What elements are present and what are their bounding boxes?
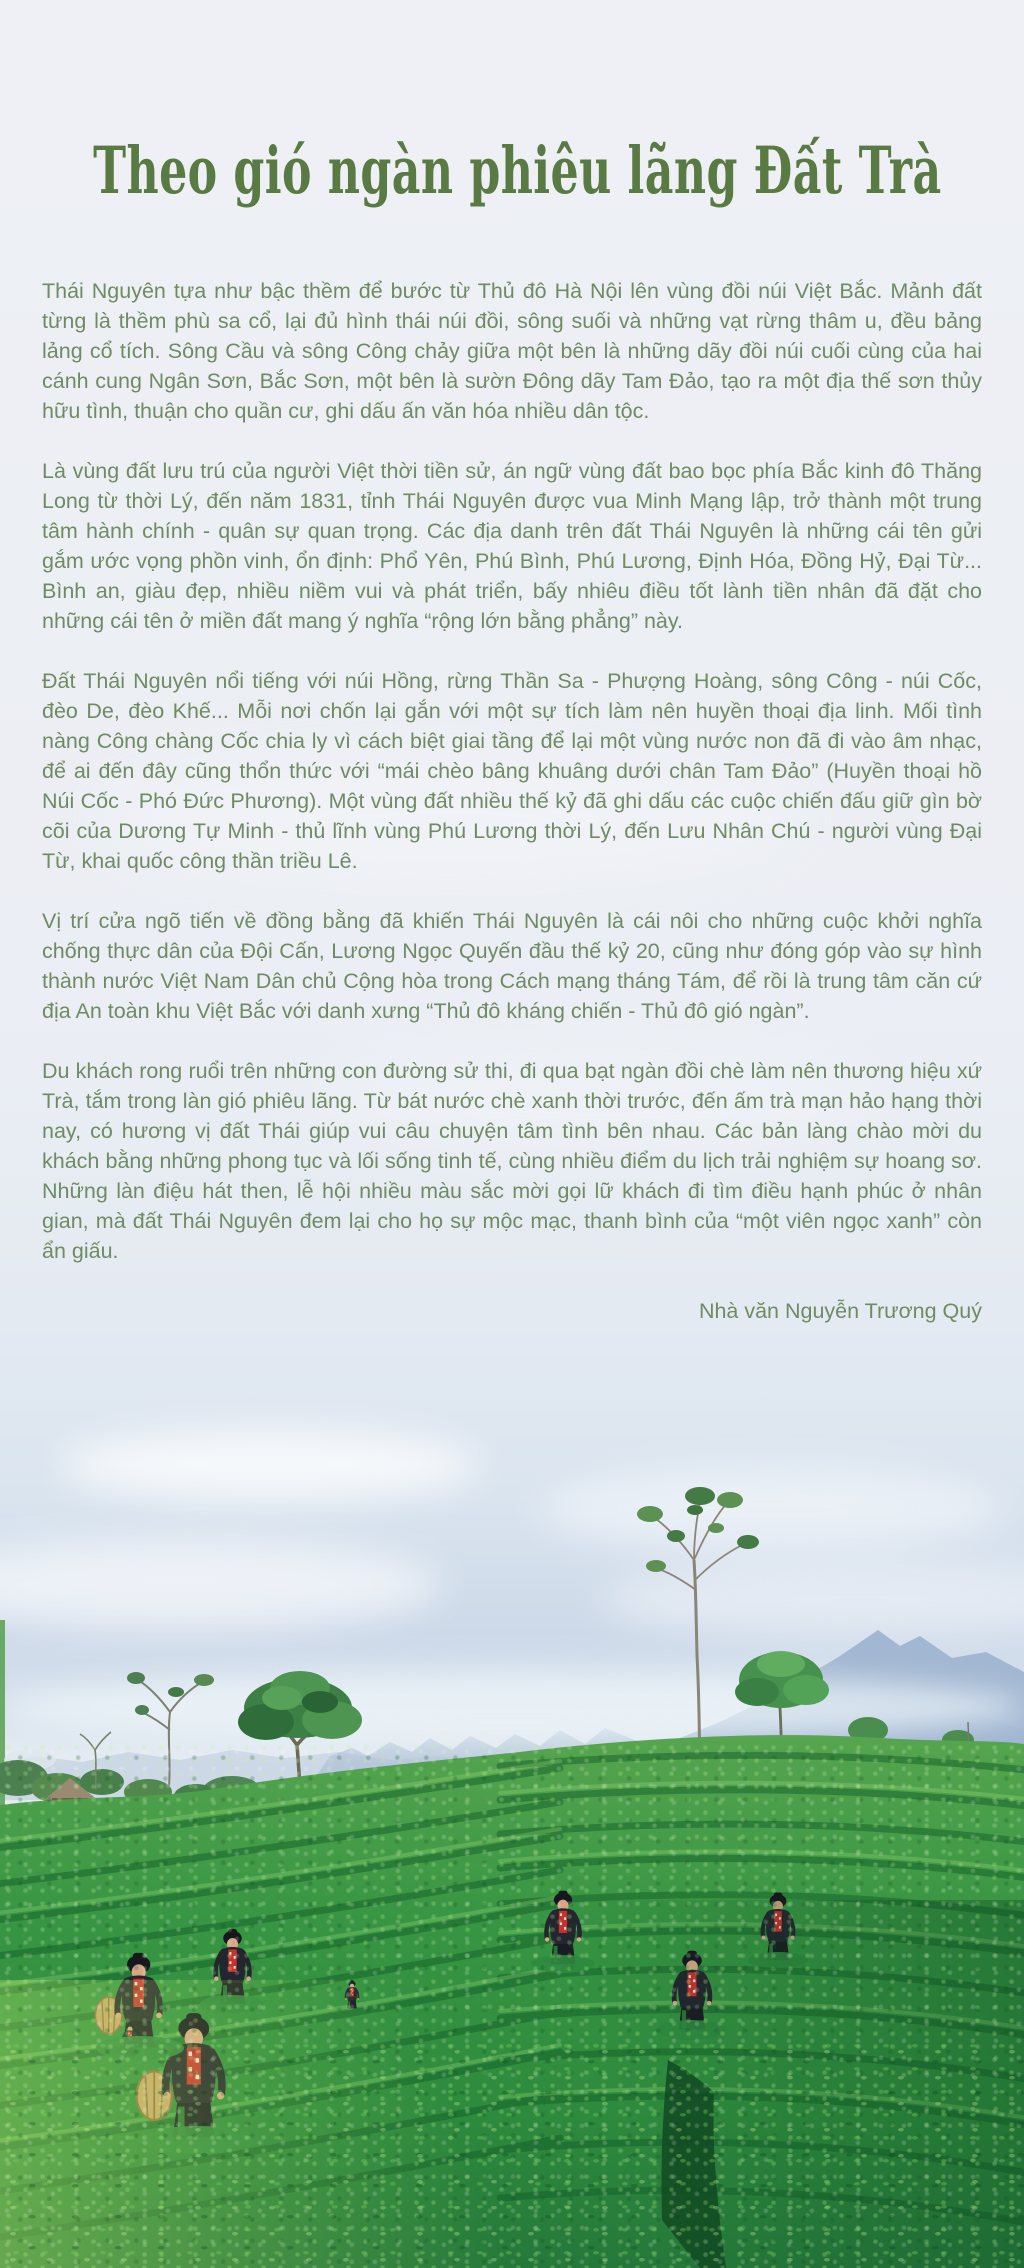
paragraph-3: Đất Thái Nguyên nổi tiếng với núi Hồng, rừng Thần Sa - Phượng Hoàng, sông Công - núi Cốc, đèo De, đèo Khế... Mỗi nơi chốn lại gắn với một sự tích làm nên huyền thoại địa linh. Mối tình nàng Công chàng Cốc chia ly vì cách biệt giai tầng để lại một vùng nước non đã đi vào âm nhạc, để ai đến đây cũng thổn thức với “mái chèo bâng khuâng dưới chân Tam Đảo” (Huyền thoại hồ Núi Cốc - Phó Đức Phương). Một vùng đất nhiều thế kỷ đã ghi dấu các cuộc chiến đấu giữ gìn bờ cõi của Dương Tự Minh - thủ lĩnh vùng Phú Lương thời Lý, đến Lưu Nhân Chú - người vùng Đại Từ, khai quốc công thần triều Lê. bbox=[42, 669, 982, 873]
article-text bbox=[42, 276, 982, 1326]
page-title: Theo gió ngàn phiêu lãng Đất Trà bbox=[93, 131, 942, 209]
paragraph-5: Du khách rong ruổi trên những con đường sử thi, đi qua bạt ngàn đồi chè làm nên thương hiệu xứ Trà, tắm trong làn gió phiêu lãng. Từ bát nước chè xanh thời trước, đến ấm trà mạn hảo hạng thời nay, có hương vị đất Thái giúp vui câu chuyện tâm tình bên nhau. Các bản làng chào mời du khách bằng những phong tục và lối sống tinh tế, cùng nhiều điểm du lịch trải nghiệm sự hoang sơ. Những làn điệu hát then, lễ hội nhiều màu sắc mời gọi lữ khách đi tìm điều hạnh phúc ở nhân gian, mà đất Thái Nguyên đem lại cho họ sự mộc mạc, thanh bình của “một viên ngọc xanh” còn ẩn giấu. bbox=[42, 1059, 982, 1263]
tea-field bbox=[0, 1700, 1024, 2268]
author-credit: Nhà văn Nguyễn Trương Quý bbox=[698, 1299, 982, 1323]
paragraph-1: Thái Nguyên tựa như bậc thềm để bước từ Thủ đô Hà Nội lên vùng đồi núi Việt Bắc. Mảnh đất từng là thềm phù sa cổ, lại đủ hình thái núi đồi, sông suối và những vạt rừng thâm u, đều bảng lảng cổ tích. Sông Cầu và sông Công chảy giữa một bên là những dãy đồi núi cuối cùng của hai cánh cung Ngân Sơn, Bắc Sơn, một bên là sườn Đông dãy Tam Đảo, tạo ra một địa thế sơn thủy hữu tình, thuận cho quần cư, ghi dấu ấn văn hóa nhiều dân tộc. bbox=[42, 279, 982, 423]
paragraph-2: Là vùng đất lưu trú của người Việt thời tiền sử, án ngữ vùng đất bao bọc phía Bắc kinh đô Thăng Long từ thời Lý, đến năm 1831, tỉnh Thái Nguyên được vua Minh Mạng lập, trở thành một trung tâm hành chính - quân sự quan trọng. Các địa danh trên đất Thái Nguyên là những cái tên gửi gắm ước vọng phồn vinh, ổn định: Phổ Yên, Phú Bình, Phú Lương, Định Hóa, Đồng Hỷ, Đại Từ... Bình an, giàu đẹp, nhiều niềm vui và phát triển, bấy nhiêu điều tốt lành tiền nhân đã đặt cho những cái tên ở miền đất mang ý nghĩa “rộng lớn bằng phẳng” này. bbox=[42, 459, 982, 633]
paragraph-4: Vị trí cửa ngõ tiến về đồng bằng đã khiến Thái Nguyên là cái nôi cho những cuộc khởi nghĩa chống thực dân của Đội Cấn, Lương Ngọc Quyến đầu thế kỷ 20, cũng như đóng góp vào sự hình thành nước Việt Nam Dân chủ Cộng hòa trong Cách mạng tháng Tám, để rồi là trung tâm căn cứ địa An toàn khu Việt Bắc với danh xưng “Thủ đô kháng chiến - Thủ đô gió ngàn”. bbox=[42, 909, 982, 1023]
